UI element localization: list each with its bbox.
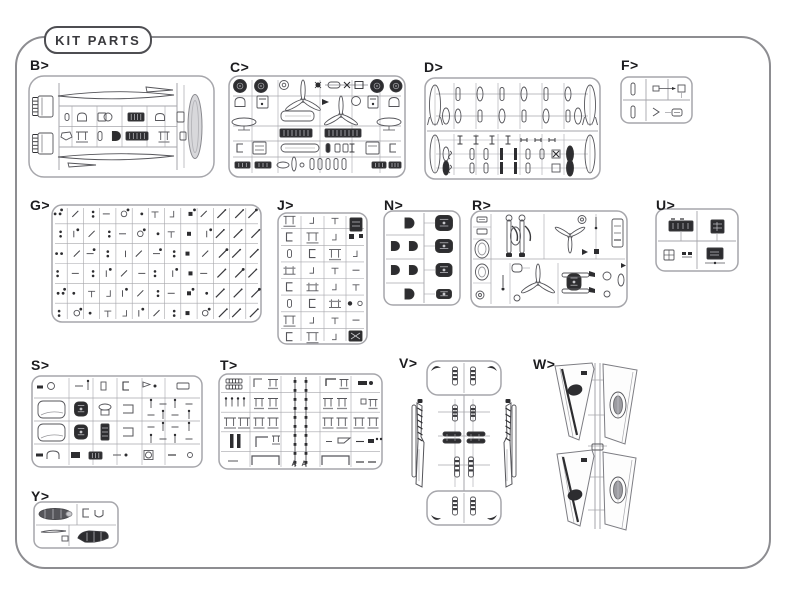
sprue-T-label: T> [220, 357, 238, 373]
sprue-S-diagram [31, 375, 203, 468]
sprue-G-label: G> [30, 197, 51, 213]
sprue-F-label: F> [621, 57, 639, 73]
sprue-V-diagram [408, 359, 520, 528]
sprue-G-diagram [51, 204, 262, 323]
sprue-R-diagram [470, 210, 628, 308]
sprue-B-diagram [28, 75, 215, 178]
sprue-B-label: B> [30, 57, 50, 73]
sprue-C-label: C> [230, 59, 250, 75]
sprue-Y-label: Y> [31, 488, 50, 504]
sprue-V-label: V> [399, 355, 418, 371]
sprue-S-label: S> [31, 357, 50, 373]
kit-parts-title-lozenge [44, 26, 152, 54]
sprue-Y-diagram [33, 501, 119, 549]
sprue-T-diagram [218, 373, 383, 470]
sprue-W-label: W> [533, 356, 556, 372]
sprue-N-label: N> [384, 197, 404, 213]
sprue-J-diagram [277, 212, 368, 345]
sprue-N-diagram [383, 210, 461, 306]
sprue-W-diagram [548, 360, 644, 532]
sprue-F-diagram [620, 76, 693, 124]
page-title: KIT PARTS [55, 32, 141, 48]
sprue-U-label: U> [656, 197, 676, 213]
sprue-J-label: J> [277, 197, 294, 213]
sprue-C-diagram [228, 75, 406, 178]
sprue-D-label: D> [424, 59, 444, 75]
sprue-U-diagram [655, 208, 739, 272]
sprue-R-label: R> [472, 197, 492, 213]
sprue-D-diagram [424, 77, 601, 180]
